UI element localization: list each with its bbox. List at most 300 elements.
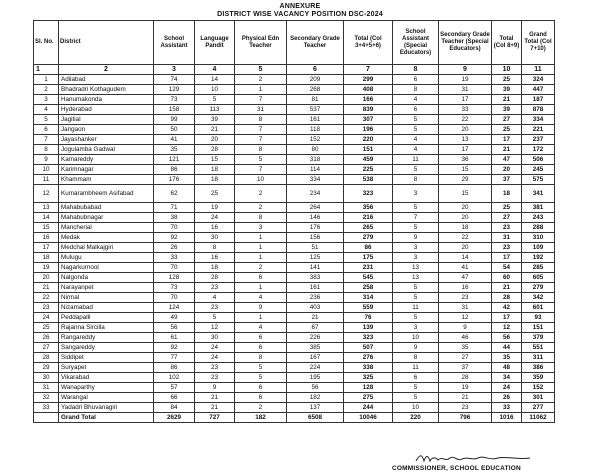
value-cell: 27 xyxy=(492,213,522,223)
value-cell: 20 xyxy=(439,125,492,135)
district-name-cell: Jogulamba Gadwal xyxy=(59,145,154,155)
signature xyxy=(412,452,552,464)
table-row xyxy=(34,353,555,363)
value-cell: 152 xyxy=(287,135,344,145)
table-row xyxy=(34,145,555,155)
district-name-cell: Medak xyxy=(59,233,154,243)
value-cell: 22 xyxy=(439,115,492,125)
district-name-cell: Nagarkurnool xyxy=(59,263,154,273)
value-cell: 507 xyxy=(344,343,393,353)
value-cell: 334 xyxy=(287,175,344,185)
value-cell: 195 xyxy=(287,373,344,383)
value-cell: 113 xyxy=(195,105,235,115)
value-cell: 33 xyxy=(492,403,522,413)
sl-no-cell: 26 xyxy=(34,333,59,343)
value-cell: 7 xyxy=(235,125,287,135)
table-row xyxy=(34,283,555,293)
value-cell: 25 xyxy=(492,125,522,135)
value-cell: 70 xyxy=(154,263,195,273)
value-cell: 121 xyxy=(154,155,195,165)
table-row xyxy=(34,125,555,135)
value-cell: 8 xyxy=(393,353,439,363)
value-cell: 258 xyxy=(344,283,393,293)
value-cell: 1 xyxy=(235,243,287,253)
value-cell: 4 xyxy=(195,293,235,303)
value-cell: 152 xyxy=(522,383,555,393)
district-name-cell: Nizamabad xyxy=(59,303,154,313)
district-name-cell: Kamareddy xyxy=(59,155,154,165)
value-cell: 128 xyxy=(154,273,195,283)
grand-total-value: 2629 xyxy=(154,413,195,423)
value-cell: 13 xyxy=(439,135,492,145)
value-cell: 1 xyxy=(235,313,287,323)
value-cell: 35 xyxy=(439,343,492,353)
value-cell: 17 xyxy=(439,95,492,105)
district-name-cell: Wanaparthy xyxy=(59,383,154,393)
value-cell: 8 xyxy=(195,243,235,253)
header-total-col-3-6: Total (Col 3+4+5+6) xyxy=(344,21,393,65)
value-cell: 192 xyxy=(522,253,555,263)
document-subtitle: DISTRICT WISE VACANCY POSITION DSC-2024 xyxy=(217,11,383,18)
value-cell: 26 xyxy=(154,243,195,253)
value-cell: 24 xyxy=(195,353,235,363)
value-cell: 551 xyxy=(522,343,555,353)
value-cell: 21 xyxy=(492,283,522,293)
value-cell: 268 xyxy=(287,85,344,95)
value-cell: 5 xyxy=(393,223,439,233)
table-row xyxy=(34,313,555,323)
value-cell: 124 xyxy=(154,303,195,313)
sl-no-cell: 23 xyxy=(34,303,59,313)
value-cell: 48 xyxy=(492,363,522,373)
value-cell: 6 xyxy=(235,383,287,393)
value-cell: 175 xyxy=(344,253,393,263)
value-cell: 20 xyxy=(195,135,235,145)
value-cell: 20 xyxy=(492,165,522,175)
value-cell: 35 xyxy=(492,353,522,363)
value-cell: 21 xyxy=(195,393,235,403)
district-name-cell: Mahabubnagar xyxy=(59,213,154,223)
value-cell: 42 xyxy=(492,303,522,313)
header-sgt-special-educators: Secondary Grade Teacher (Special Educators) xyxy=(439,21,492,65)
district-name-cell: Warangal xyxy=(59,393,154,403)
value-cell: 81 xyxy=(287,95,344,105)
sl-no-cell: 13 xyxy=(34,203,59,213)
value-cell: 176 xyxy=(287,223,344,233)
value-cell: 61 xyxy=(154,333,195,343)
district-name-cell: Jangaon xyxy=(59,125,154,135)
value-cell: 44 xyxy=(492,343,522,353)
value-cell: 38 xyxy=(154,213,195,223)
value-cell: 5 xyxy=(393,383,439,393)
value-cell: 66 xyxy=(154,393,195,403)
value-cell: 1 xyxy=(235,283,287,293)
header-language-pandit: Language Pandit xyxy=(195,21,235,65)
value-cell: 277 xyxy=(522,403,555,413)
value-cell: 408 xyxy=(344,85,393,95)
value-cell: 575 xyxy=(522,175,555,185)
value-cell: 3 xyxy=(393,253,439,263)
value-cell: 6 xyxy=(235,343,287,353)
value-cell: 23 xyxy=(439,293,492,303)
district-name-cell: Rangareddy xyxy=(59,333,154,343)
value-cell: 23 xyxy=(492,243,522,253)
value-cell: 34 xyxy=(492,373,522,383)
value-cell: 39 xyxy=(492,105,522,115)
value-cell: 4 xyxy=(393,145,439,155)
table-row xyxy=(34,303,555,313)
sl-no-cell: 28 xyxy=(34,353,59,363)
sl-no-cell: 12 xyxy=(34,185,59,203)
value-cell: 77 xyxy=(154,353,195,363)
value-cell: 12 xyxy=(492,323,522,333)
grand-total-label: Grand Total xyxy=(59,413,154,423)
value-cell: 151 xyxy=(522,323,555,333)
value-cell: 109 xyxy=(522,243,555,253)
value-cell: 17 xyxy=(492,253,522,263)
sl-no-cell: 5 xyxy=(34,115,59,125)
value-cell: 236 xyxy=(287,293,344,303)
value-cell: 166 xyxy=(344,95,393,105)
value-cell: 21 xyxy=(195,403,235,413)
value-cell: 92 xyxy=(154,343,195,353)
value-cell: 37 xyxy=(492,175,522,185)
value-cell: 10 xyxy=(393,333,439,343)
sl-no-cell: 15 xyxy=(34,223,59,233)
value-cell: 3 xyxy=(393,185,439,203)
table-row xyxy=(34,263,555,273)
value-cell: 224 xyxy=(287,363,344,373)
sl-no-cell: 27 xyxy=(34,343,59,353)
value-cell: 56 xyxy=(287,383,344,393)
value-cell: 334 xyxy=(522,115,555,125)
grand-total-value: 796 xyxy=(439,413,492,423)
value-cell: 24 xyxy=(195,213,235,223)
value-cell: 6 xyxy=(393,105,439,115)
value-cell: 506 xyxy=(522,155,555,165)
value-cell: 12 xyxy=(195,323,235,333)
table-row xyxy=(34,135,555,145)
value-cell: 67 xyxy=(287,323,344,333)
value-cell: 28 xyxy=(195,273,235,283)
value-cell: 325 xyxy=(344,373,393,383)
value-cell: 56 xyxy=(154,323,195,333)
sl-no-cell xyxy=(34,413,59,423)
col-number: 1 xyxy=(34,65,59,75)
table-row xyxy=(34,363,555,373)
district-name-cell: Nalgonda xyxy=(59,273,154,283)
value-cell: 9 xyxy=(439,323,492,333)
value-cell: 161 xyxy=(287,115,344,125)
value-cell: 187 xyxy=(522,95,555,105)
value-cell: 383 xyxy=(287,273,344,283)
table-row xyxy=(34,293,555,303)
value-cell: 2 xyxy=(235,203,287,213)
value-cell: 25 xyxy=(492,75,522,85)
table-row xyxy=(34,155,555,165)
value-cell: 17 xyxy=(492,135,522,145)
value-cell: 36 xyxy=(439,155,492,165)
district-name-cell: Jagitial xyxy=(59,115,154,125)
col-number: 11 xyxy=(522,65,555,75)
district-name-cell: Nirmal xyxy=(59,293,154,303)
column-number-row xyxy=(34,65,555,75)
value-cell: 21 xyxy=(492,145,522,155)
header-sl-no: Sl. No. xyxy=(34,21,59,65)
table-row xyxy=(34,165,555,175)
value-cell: 86 xyxy=(154,165,195,175)
value-cell: 39 xyxy=(195,115,235,125)
value-cell: 275 xyxy=(344,393,393,403)
value-cell: 9 xyxy=(393,233,439,243)
district-name-cell: Mancherial xyxy=(59,223,154,233)
value-cell: 80 xyxy=(287,145,344,155)
value-cell: 20 xyxy=(439,213,492,223)
value-cell: 221 xyxy=(522,125,555,135)
value-cell: 243 xyxy=(522,213,555,223)
district-name-cell: Peddapalli xyxy=(59,313,154,323)
value-cell: 39 xyxy=(492,85,522,95)
value-cell: 172 xyxy=(522,145,555,155)
value-cell: 73 xyxy=(154,95,195,105)
table-row xyxy=(34,373,555,383)
header-physical-edn-teacher: Physical Edn Teacher xyxy=(235,21,287,65)
col-number: 5 xyxy=(235,65,287,75)
district-name-cell: Adilabad xyxy=(59,75,154,85)
sl-no-cell: 18 xyxy=(34,253,59,263)
value-cell: 314 xyxy=(344,293,393,303)
value-cell: 5 xyxy=(393,313,439,323)
sl-no-cell: 20 xyxy=(34,273,59,283)
value-cell: 403 xyxy=(287,303,344,313)
value-cell: 14 xyxy=(195,75,235,85)
value-cell: 8 xyxy=(393,175,439,185)
value-cell: 37 xyxy=(439,363,492,373)
value-cell: 62 xyxy=(154,185,195,203)
value-cell: 30 xyxy=(195,233,235,243)
value-cell: 225 xyxy=(344,165,393,175)
value-cell: 93 xyxy=(522,313,555,323)
value-cell: 324 xyxy=(522,75,555,85)
value-cell: 8 xyxy=(235,115,287,125)
value-cell: 559 xyxy=(344,303,393,313)
value-cell: 310 xyxy=(522,233,555,243)
value-cell: 158 xyxy=(154,105,195,115)
value-cell: 21 xyxy=(439,393,492,403)
col-number: 6 xyxy=(287,65,344,75)
value-cell: 10 xyxy=(235,175,287,185)
value-cell: 30 xyxy=(195,333,235,343)
sl-no-cell: 1 xyxy=(34,75,59,85)
value-cell: 311 xyxy=(522,353,555,363)
value-cell: 323 xyxy=(344,185,393,203)
value-cell: 8 xyxy=(235,213,287,223)
value-cell: 5 xyxy=(393,203,439,213)
sl-no-cell: 3 xyxy=(34,95,59,105)
value-cell: 13 xyxy=(393,263,439,273)
value-cell: 601 xyxy=(522,303,555,313)
annexure-title: ANNEXURE xyxy=(279,3,321,10)
sl-no-cell: 19 xyxy=(34,263,59,273)
value-cell: 10 xyxy=(195,85,235,95)
value-cell: 288 xyxy=(522,223,555,233)
sl-no-cell: 17 xyxy=(34,243,59,253)
table-row xyxy=(34,105,555,115)
value-cell: 323 xyxy=(344,333,393,343)
value-cell: 28 xyxy=(195,145,235,155)
table-row xyxy=(34,85,555,95)
value-cell: 25 xyxy=(195,185,235,203)
sl-no-cell: 16 xyxy=(34,233,59,243)
value-cell: 60 xyxy=(492,273,522,283)
value-cell: 839 xyxy=(344,105,393,115)
table-row xyxy=(34,323,555,333)
value-cell: 146 xyxy=(287,213,344,223)
value-cell: 338 xyxy=(344,363,393,373)
sl-no-cell: 11 xyxy=(34,175,59,185)
sl-no-cell: 9 xyxy=(34,155,59,165)
value-cell: 176 xyxy=(154,175,195,185)
value-cell: 2 xyxy=(235,75,287,85)
table-row xyxy=(34,95,555,105)
value-cell: 24 xyxy=(492,383,522,393)
value-cell: 2 xyxy=(235,185,287,203)
value-cell: 27 xyxy=(492,115,522,125)
value-cell: 35 xyxy=(154,145,195,155)
district-name-cell: Yadadri Bhuvanagiri xyxy=(59,403,154,413)
sl-no-cell: 33 xyxy=(34,403,59,413)
value-cell: 23 xyxy=(195,363,235,373)
sl-no-cell: 7 xyxy=(34,135,59,145)
value-cell: 226 xyxy=(287,333,344,343)
sl-no-cell: 31 xyxy=(34,383,59,393)
header-sa-special-educators: School Assistant (Special Educators) xyxy=(393,21,439,65)
district-name-cell: Mahabubabad xyxy=(59,203,154,213)
value-cell: 21 xyxy=(492,95,522,105)
value-cell: 9 xyxy=(195,383,235,393)
value-cell: 6 xyxy=(235,273,287,283)
value-cell: 299 xyxy=(344,75,393,85)
value-cell: 86 xyxy=(344,243,393,253)
value-cell: 234 xyxy=(287,185,344,203)
table-row xyxy=(34,403,555,413)
sl-no-cell: 10 xyxy=(34,165,59,175)
value-cell: 5 xyxy=(393,165,439,175)
table-row xyxy=(34,115,555,125)
value-cell: 11 xyxy=(393,303,439,313)
grand-total-value: 10046 xyxy=(344,413,393,423)
value-cell: 276 xyxy=(344,353,393,363)
value-cell: 76 xyxy=(344,313,393,323)
value-cell: 5 xyxy=(235,373,287,383)
district-name-cell: Narayanpet xyxy=(59,283,154,293)
value-cell: 41 xyxy=(439,263,492,273)
value-cell: 16 xyxy=(439,283,492,293)
value-cell: 21 xyxy=(287,313,344,323)
value-cell: 307 xyxy=(344,115,393,125)
value-cell: 359 xyxy=(522,373,555,383)
value-cell: 71 xyxy=(154,203,195,213)
value-cell: 5 xyxy=(393,293,439,303)
value-cell: 161 xyxy=(287,283,344,293)
value-cell: 102 xyxy=(154,373,195,383)
sl-no-cell: 6 xyxy=(34,125,59,135)
value-cell: 151 xyxy=(344,145,393,155)
value-cell: 23 xyxy=(195,373,235,383)
table-row xyxy=(34,175,555,185)
value-cell: 23 xyxy=(195,283,235,293)
value-cell: 17 xyxy=(492,313,522,323)
value-cell: 23 xyxy=(195,303,235,313)
value-cell: 92 xyxy=(154,233,195,243)
value-cell: 318 xyxy=(287,155,344,165)
value-cell: 279 xyxy=(344,233,393,243)
value-cell: 231 xyxy=(344,263,393,273)
table-row xyxy=(34,233,555,243)
value-cell: 16 xyxy=(195,253,235,263)
value-cell: 26 xyxy=(492,393,522,403)
sl-no-cell: 25 xyxy=(34,323,59,333)
table-row xyxy=(34,273,555,283)
district-name-cell: Jayashanker xyxy=(59,135,154,145)
value-cell: 19 xyxy=(195,203,235,213)
value-cell: 5 xyxy=(195,313,235,323)
value-cell: 19 xyxy=(439,75,492,85)
grand-total-row xyxy=(34,413,555,423)
value-cell: 7 xyxy=(235,95,287,105)
value-cell: 15 xyxy=(439,165,492,175)
value-cell: 386 xyxy=(522,363,555,373)
value-cell: 139 xyxy=(344,323,393,333)
value-cell: 8 xyxy=(393,85,439,95)
value-cell: 70 xyxy=(154,223,195,233)
sl-no-cell: 21 xyxy=(34,283,59,293)
district-name-cell: Kumarambheem Asifabad xyxy=(59,185,154,203)
value-cell: 19 xyxy=(439,383,492,393)
value-cell: 220 xyxy=(344,135,393,145)
table-row xyxy=(34,333,555,343)
col-number: 9 xyxy=(439,65,492,75)
table-row xyxy=(34,343,555,353)
value-cell: 6 xyxy=(235,333,287,343)
col-number: 8 xyxy=(393,65,439,75)
value-cell: 33 xyxy=(439,105,492,115)
value-cell: 22 xyxy=(439,233,492,243)
table-row xyxy=(34,75,555,85)
grand-total-value: 727 xyxy=(195,413,235,423)
value-cell: 301 xyxy=(522,393,555,403)
value-cell: 7 xyxy=(235,135,287,145)
value-cell: 57 xyxy=(154,383,195,393)
district-name-cell: Bhadradri Kothagudem xyxy=(59,85,154,95)
col-number: 2 xyxy=(59,65,154,75)
value-cell: 28 xyxy=(439,373,492,383)
value-cell: 342 xyxy=(522,293,555,303)
value-cell: 7 xyxy=(235,165,287,175)
value-cell: 5 xyxy=(393,283,439,293)
district-name-cell: Siddipet xyxy=(59,353,154,363)
value-cell: 1 xyxy=(235,85,287,95)
district-name-cell: Hanumakonda xyxy=(59,95,154,105)
value-cell: 379 xyxy=(522,333,555,343)
value-cell: 46 xyxy=(439,333,492,343)
grand-total-value: 182 xyxy=(235,413,287,423)
value-cell: 381 xyxy=(522,203,555,213)
value-cell: 9 xyxy=(393,343,439,353)
value-cell: 2 xyxy=(235,263,287,273)
value-cell: 264 xyxy=(287,203,344,213)
value-cell: 29 xyxy=(439,175,492,185)
